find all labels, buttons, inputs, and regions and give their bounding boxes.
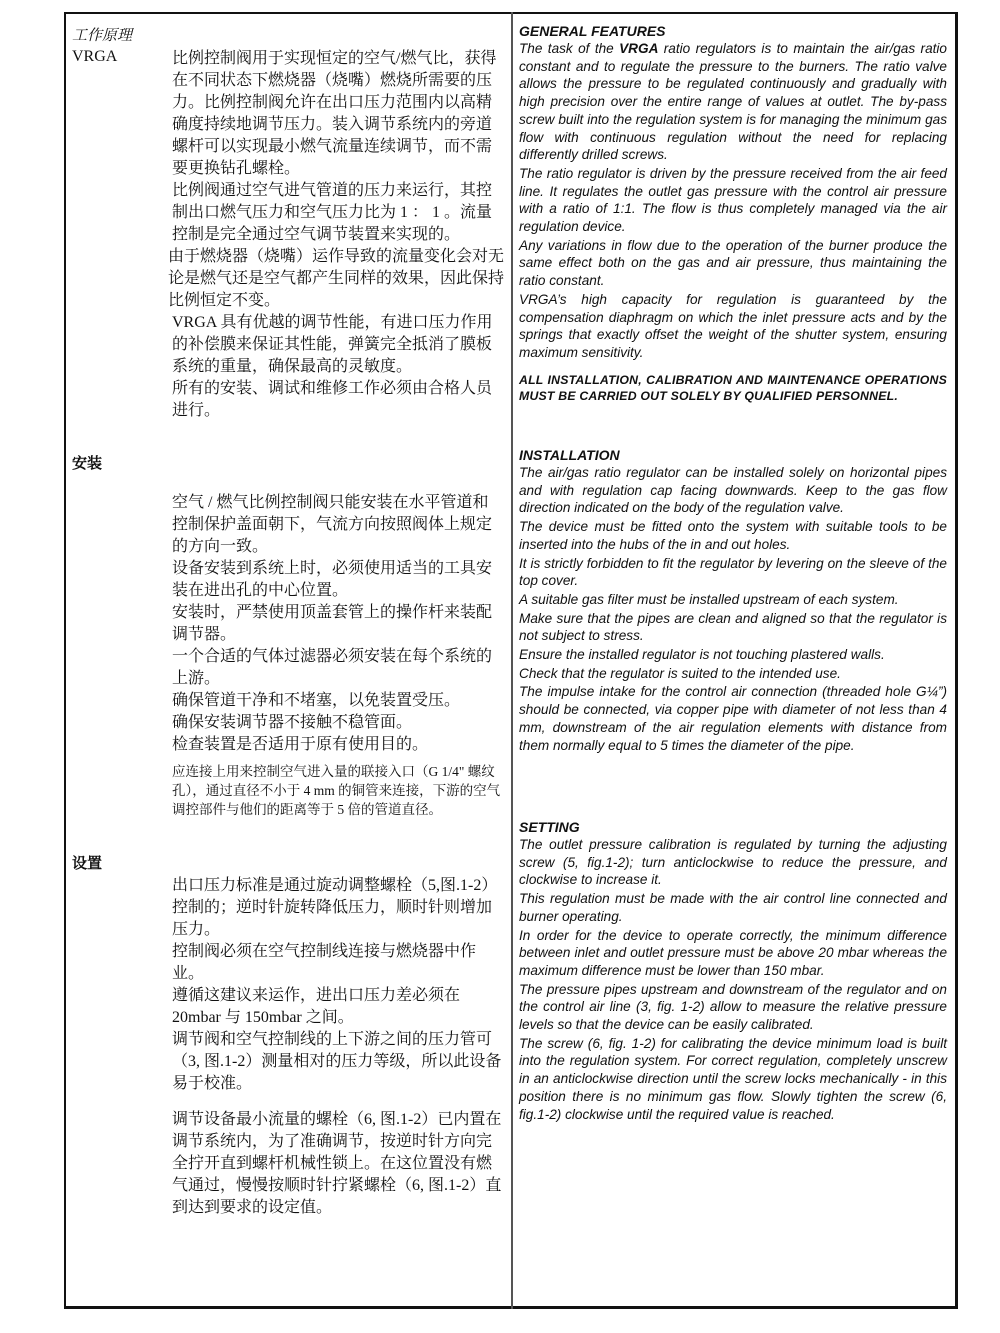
product-label: VRGA [72,48,118,65]
paragraph: 空气 / 燃气比例控制阀只能安装在水平管道和控制保护盖面朝下，气流方向按照阀体上规定的方向一致。 [172,494,493,555]
paragraph: 控制阀必须在空气控制线连接与燃烧器中作业。 [172,943,477,982]
paragraph: The pressure pipes upstream and downstream of the regulator and on the control air line (3, fig. 1-2) allow to measure the relative pressure levels so that the device can be easily calibrated. [519,981,947,1033]
paragraph: 确保管道干净和不堵塞，以免装置受压。 [172,692,461,709]
text: ratio regulators is to maintain the air/gas ratio constant and to regulate the pressure to the burners. The ratio valve allows the pressure to be regulated continuously and gradually with high precision over the entire range of values at outlet. The by-pass screw built into the regulation system is for managing the minimum gas flow with continuous regulation without the need for replacing differently drilled screws. [519,41,947,163]
paragraph [519,40,947,164]
paragraph: In order for the device to operate correctly, the minimum difference between inlet and outlet pressure must be above 20 mbar whereas the maximum difference must be lower than 150 mbar. [519,927,947,978]
product-name: VRGA [619,41,659,56]
paragraph: A suitable gas filter must be installed upstream of each system. [519,591,899,607]
paragraph: The air/gas ratio regulator can be installed solely on horizontal pipes and with regulation cap facing downwards. Keep to the gas flow direction indicated on the body of the regulation valve. [519,465,947,516]
section-title-general: GENERAL FEATURES [519,23,666,39]
setting-section [519,818,947,1124]
paragraph: 遵循这建议来运作，进出口压力差必须在 20mbar 与 150mbar 之间。 [172,987,461,1026]
paragraph: 确保安装调节器不接触不稳管面。 [172,714,413,731]
paragraph: It is strictly forbidden to fit the regulator by levering on the sleeve of the top cover. [519,555,947,589]
paragraph: 比例阀通过空气进气管道的压力来运行，其控制出口燃气压力和空气压力比为 1 ： 1 。流量控制是完全通过空气调节装置来实现的。 [172,182,493,243]
paragraph: 由于燃烧器（烧嘴）运作导致的流量变化会对无论是燃气还是空气都产生同样的效果，因此保持比例恒定不变。 [168,248,505,309]
safety-warning: ALL INSTALLATION, CALIBRATION AND MAINTENANCE OPERATIONS MUST BE CARRIED OUT SOLELY BY QUALIFIED PERSONNEL. [519,372,947,403]
paragraph: VRGA’s high capacity for regulation is guaranteed by the compensation diaphragm on which the inlet pressure acts and by the springs that exactly offset the weight of the shutter system, ensuring maximum sensitivity. [519,291,947,360]
section-title-installation-zh: 安装 [72,456,103,472]
paragraph: This regulation must be made with the air control line connected and burner operating. [519,891,947,924]
paragraph: The outlet pressure calibration is regulated by turning the adjusting screw (5, fig.1-2); turn anticlockwise to reduce the pressure, and clockwise to increase it. [519,837,947,888]
paragraph: Make sure that the pipes are clean and aligned so that the regulator is not subject to stress. [519,610,947,644]
paragraph: Ensure the installed regulator is not touching plastered walls. [519,647,885,663]
section-title-setting-zh: 设置 [72,856,103,872]
paragraph: The ratio regulator is driven by the pressure received from the air feed line. It regulates the outlet gas pressure with the control air pressure with a ratio of 1:1. The flow is thus completely managed via the air regulation device. [519,165,947,235]
paragraph: VRGA 具有优越的调节性能，有进口压力作用的补偿膜来保证其性能，弹簧完全抵消了膜板系统的重量，确保最高的灵敏度。 [172,314,493,375]
paragraph: 一个合适的气体过滤器必须安装在每个系统的上游。 [172,648,493,687]
setting-body-zh [172,875,504,1095]
paragraph: 所有的安装、调试和维修工作必须由合格人员进行。 [172,380,493,419]
paragraph: Check that the regulator is suited to the intended use. [519,665,841,681]
principle-body-zh [168,48,505,422]
paragraph: The screw (6, fig. 1-2) for calibrating the device minimum load is built into the regulation system. For correct regulation, completely unscrew in an anticlockwise direction until the screw locks mechanically - in this position there is no minimum gas flow. Slowly tighten the screw (6, fig.1-2) clockwise until the required value is reached. [519,1035,947,1122]
paragraph: 比例控制阀用于实现恒定的空气/燃气比，获得在不同状态下燃烧器（烧嘴）燃烧所需要的压力。比例控制阀允许在出口压力范围内以高精确度持续地调节压力。装入调节系统内的旁道螺杆可以实现最小燃气流量连续调节，而不需要更换钻孔螺栓。 [172,50,497,177]
paragraph: 检查装置是否适用于原有使用目的。 [172,736,429,753]
installation-section [519,446,947,755]
paragraph: The device must be fitted onto the system with suitable tools to be inserted into the hubs of the in and out holes. [519,519,947,552]
paragraph: 安装时，严禁使用顶盖套管上的操作杆来装配调节器。 [172,604,493,643]
setting-last-zh: 调节设备最小流量的螺栓（6, 图.1-2）已内置在调节系统内，为了准确调节，按逆时针方向完全拧开直到螺杆机械性锁上。在这位置没有燃气通过，慢慢按顺时针拧紧螺栓（6, 图.1-2）直到达到要求的设定值。 [172,1111,502,1216]
paragraph: Any variations in flow due to the operation of the burner produce the same effect both on the gas and air pressure, thus maintaining the ratio constant. [519,237,947,289]
general-features-section [519,22,947,404]
paragraph: The impulse intake for the control air connection (threaded hole G¼”) should be connected, via copper pipe with diameter of not less than 4 mm, downstream of the air regulation elements with distance from them normally equal to 5 times the diameter of the pipe. [519,684,947,753]
section-title-principle-zh: 工作原理 [72,28,133,44]
text: The task of the [519,41,620,56]
paragraph: 出口压力标准是通过旋动调整螺栓（5,图.1-2）控制的；逆时针旋转降低压力，顺时针则增加压力。 [172,877,498,938]
installation-note-zh: 应连接上用来控制空气进入量的联接入口（G 1/4" 螺纹孔），通过直径不小于 4 mm 的铜管来连接，下游的空气调控部件与他们的距离等于 5 倍的管道直径。 [172,764,501,817]
column-divider [511,12,513,1309]
paragraph: 调节阀和空气控制线的上下游之间的压力管可（3, 图.1-2）测量相对的压力等级，所以此设备易于校准。 [172,1031,502,1092]
paragraph: 设备安装到系统上时，必须使用适当的工具安装在进出孔的中心位置。 [172,560,493,599]
section-title-installation: INSTALLATION [519,447,620,463]
installation-body-zh [172,492,504,756]
section-title-setting: SETTING [519,819,580,835]
